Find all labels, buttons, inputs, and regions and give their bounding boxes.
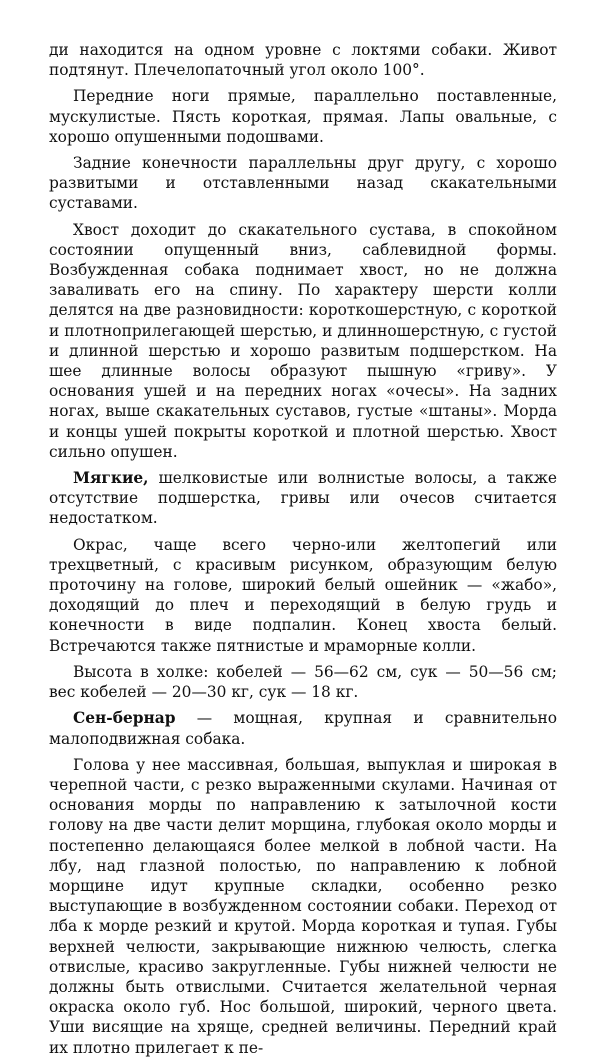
paragraph-forelegs <box>49 86 557 147</box>
paragraph-text: Голова у нее массивная, большая, выпуклая и широкая в черепной части, с резко выраженными скулами. Начиная от основания морды по направлению к затылочной кости голову на две части делит морщина, глубокая около морды и постепенно делающаяся более мелкой в лобной части. На лбу, над глазной полостью, по направлению к лобной морщине идут крупные складки, особенно резко выступающие в возбужденном состоянии собаки. Переход от лба к морде резкий и крутой. Морда короткая и тупая. Губы верхней челюсти, закрывающие нижнюю челюсть, слегка отвислые, красиво закругленные. Губы нижней челюсти не должны быть отвислыми. Считается желательной черная окраска около губ. Нос большой, широкий, черного цвета. Уши висящие на хряще, средней величины. Передний край их плотно прилегает к пе- <box>49 755 557 1057</box>
paragraph-text: Задние конечности параллельны друг другу, с хорошо развитыми и отставленными назад скакательными суставами. <box>49 154 557 213</box>
paragraph-hindlegs <box>49 153 557 214</box>
paragraph-tail-and-coat <box>49 220 557 462</box>
paragraph-text: — мощная, крупная и сравнительно малоподвижная собака. <box>49 709 557 748</box>
paragraph-text: Передние ноги прямые, параллельно поставленные, мускулистые. Пясть короткая, прямая. Лапы овальные, с хорошо опушенными подошвами. <box>49 87 557 146</box>
paragraph-height-weight <box>49 662 557 702</box>
paragraph-saint-bernard-head <box>49 755 557 1058</box>
paragraph-chest-continuation <box>49 40 557 80</box>
book-page <box>49 40 557 1064</box>
paragraph-text: Высота в холке: кобелей — 56—62 см, сук — 50—56 см; вес кобелей — 20—30 кг, сук — 18 кг. <box>49 662 557 702</box>
paragraph-color <box>49 535 557 656</box>
paragraph-text: шелковистые или волнистые волосы, а также отсутствие подшерстка, гривы или очесов считается недостатком. <box>49 469 557 528</box>
bold-term: Мягкие, <box>73 469 149 488</box>
breed-heading: Сен-бернар <box>73 709 176 728</box>
paragraph-text: Окрас, чаще всего черно-или желтопегий или трехцветный, с красивым рисунком, образующим белую проточину на голове, широкий белый ошейник — «жабо», доходящий до плеч и переходящий в белую грудь и конечности в виде подпалин. Конец хвоста белый. Встречаются также пятнистые и мраморные колли. <box>49 535 557 655</box>
paragraph-coat-faults <box>49 468 557 529</box>
paragraph-saint-bernard-intro <box>49 708 557 748</box>
paragraph-text: Хвост доходит до скакательного сустава, в спокойном состоянии опущенный вниз, саблевидной формы. Возбужденная собака поднимает хвост, но не должна заваливать его на спину. По характеру шерсти колли делятся на две разновидности: короткошерстную, с короткой и плотноприлегающей шерстью, и длинношерстную, с густой и длинной шерстью и хорошо развитым подшерстком. На шее длинные волосы образуют пышную «гриву». У основания ушей и на передних ногах «очесы». На задних ногах, выше скакательных суставов, густые «штаны». Морда и концы ушей покрыты короткой и плотной шерстью. Хвост сильно опушен. <box>49 220 557 461</box>
paragraph-text: ди находится на одном уровне с локтями собаки. Живот подтянут. Плечелопаточный угол около 100°. <box>49 41 557 80</box>
